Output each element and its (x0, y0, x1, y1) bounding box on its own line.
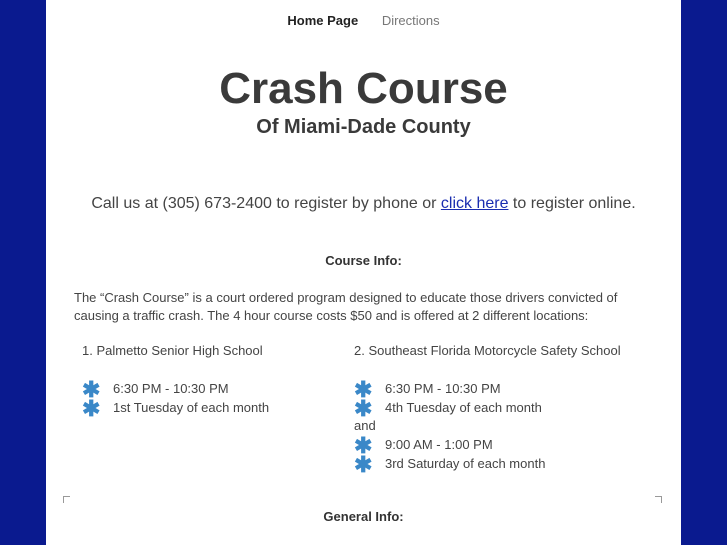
location-2-schedule-2: 3rd Saturday of each month (385, 456, 546, 471)
location-2-name: 2. Southeast Florida Motorcycle Safety School (354, 343, 621, 358)
location-2-time: 6:30 PM - 10:30 PM (385, 381, 501, 396)
location-2 (354, 342, 654, 477)
and-separator: and (354, 418, 376, 433)
nav-home-page[interactable]: Home Page (287, 13, 359, 28)
list-item (354, 396, 654, 421)
asterisk-icon: ✱ (354, 452, 373, 477)
asterisk-icon: ✱ (82, 377, 101, 402)
general-info-heading: General Info: (323, 509, 404, 524)
asterisk-icon: ✱ (354, 433, 373, 458)
course-info-heading: Course Info: (325, 253, 402, 268)
asterisk-icon: ✱ (82, 396, 101, 421)
nav-directions[interactable]: Directions (381, 13, 440, 28)
location-1 (82, 342, 332, 421)
list-item (82, 396, 332, 421)
site-title: Crash Course (219, 64, 508, 113)
corner-mark-right (655, 496, 662, 503)
page-content (46, 0, 681, 545)
top-nav (46, 13, 681, 28)
location-2-time-2: 9:00 AM - 1:00 PM (385, 437, 493, 452)
site-subtitle: Of Miami-Dade County (256, 116, 471, 138)
location-1-schedule: 1st Tuesday of each month (113, 400, 270, 415)
callout-prefix: Call us at (305) 673-2400 to register by phone or (91, 195, 437, 212)
list-item (354, 377, 654, 402)
location-1-time: 6:30 PM - 10:30 PM (113, 381, 229, 396)
register-online-link[interactable]: click here (440, 195, 509, 212)
asterisk-icon: ✱ (354, 377, 373, 402)
register-callout (46, 195, 681, 213)
location-1-name: 1. Palmetto Senior High School (82, 343, 263, 358)
list-item (354, 433, 654, 458)
list-item (82, 377, 332, 402)
asterisk-icon: ✱ (354, 396, 373, 421)
callout-suffix: to register online. (512, 195, 636, 212)
list-item (354, 452, 654, 477)
location-2-schedule: 4th Tuesday of each month (385, 400, 542, 415)
course-intro: The “Crash Course” is a court ordered program designed to educate those drivers convicted of causing a traffic crash. The 4 hour course costs $50 and is offered at 2 different locations: (74, 290, 618, 323)
corner-mark-left (63, 496, 70, 503)
